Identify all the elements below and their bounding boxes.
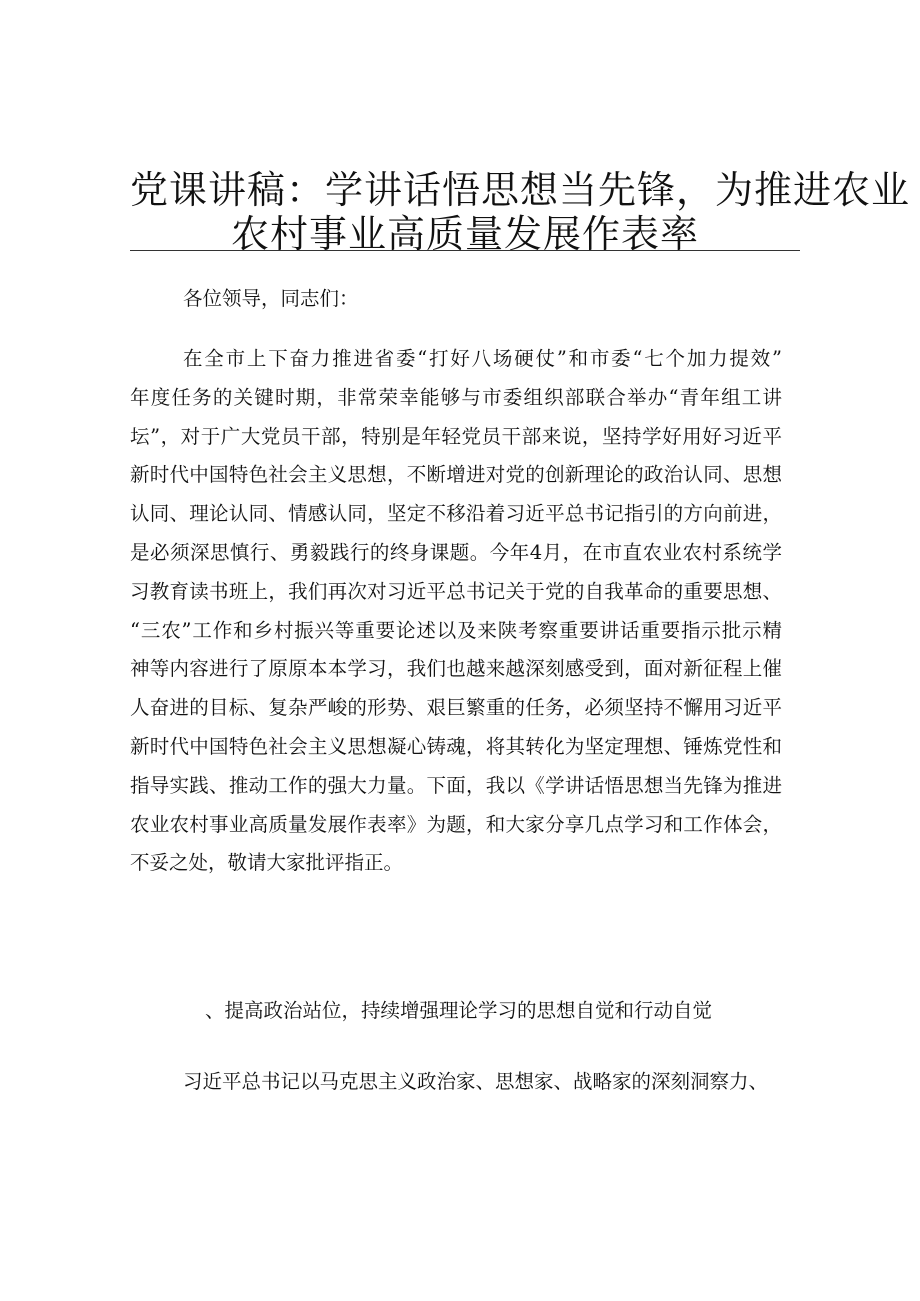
section-body-first-line: 习近平总书记以马克思主义政治家、思想家、战略家的深刻洞察力、: [183, 1070, 769, 1093]
paragraph-line: 新时代中国特色社会主义思想凝心铸魂，将其转化为坚定理想、锤炼党性和: [130, 734, 782, 758]
paragraph-line: 神等内容进行了原原本本学习，我们也越来越深刻感受到，面对新征程上催: [130, 657, 782, 681]
paragraph-line: “三农”工作和乡村振兴等重要论述以及来陕考察重要讲话重要指示批示精: [130, 618, 782, 642]
paragraph-line: 习教育读书班上，我们再次对习近平总书记关于党的自我革命的重要思想、: [130, 579, 782, 603]
paragraph-line: 指导实践、推动工作的强大力量。下面，我以《学讲话悟思想当先锋为推进: [130, 773, 782, 797]
paragraph-line: 在全市上下奋力推进省委“打好八场硬仗”和市委“七个加力提效”: [183, 347, 782, 370]
document-title: [130, 168, 911, 256]
paragraph-line: 是必须深思慎行、勇毅践行的终身课题。今年4月，在市直农业农村系统学: [130, 540, 782, 564]
paragraph-line: 农业农村事业高质量发展作表率》为题，和大家分享几点学习和工作体会，: [130, 812, 782, 836]
opening-paragraph: [130, 340, 782, 883]
paragraph-line: 坛”，对于广大党员干部，特别是年轻党员干部来说，坚持学好用好习近平: [130, 424, 782, 448]
section-heading: 、提高政治站位，持续增强理论学习的思想自觉和行动自觉: [205, 999, 713, 1022]
paragraph-line: 人奋进的目标、复杂严峻的形势、艰巨繁重的任务，必须坚持不懈用习近平: [130, 696, 782, 720]
title-line-1: 党课讲稿：学讲话悟思想当先锋，为推进农业: [130, 168, 911, 212]
paragraph-line: 认同、理论认同、情感认同，坚定不移沿着习近平总书记指引的方向前进，: [130, 502, 782, 526]
paragraph-line: 年度任务的关键时期，非常荣幸能够与市委组织部联合举办“青年组工讲: [130, 385, 782, 409]
title-underline-rule: [130, 250, 800, 251]
salutation: 各位领导，同志们：: [183, 287, 359, 310]
paragraph-line: 不妥之处，敬请大家批评指正。: [130, 851, 404, 875]
title-line-2: 农村事业高质量发展作表率: [230, 212, 699, 256]
paragraph-line: 新时代中国特色社会主义思想，不断增进对党的创新理论的政治认同、思想: [130, 463, 782, 487]
